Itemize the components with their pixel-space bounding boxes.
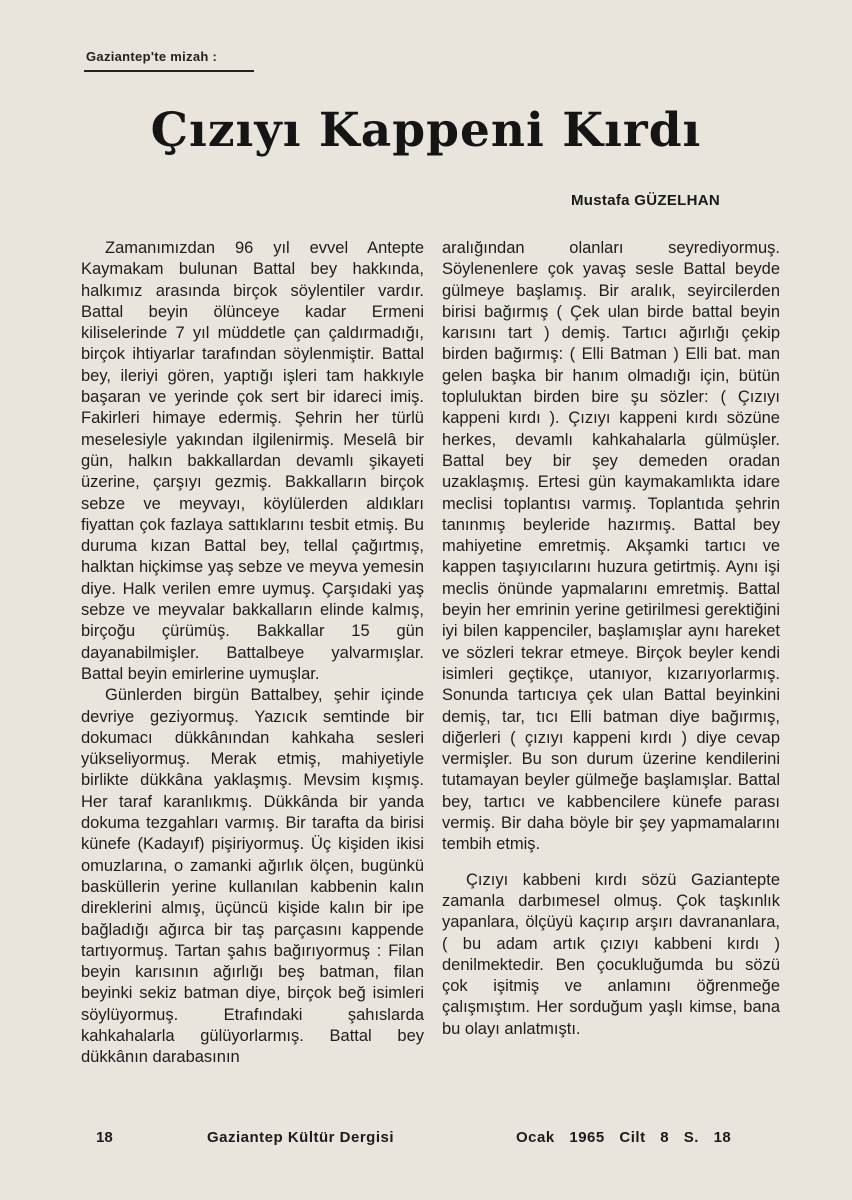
paragraph: Çızıyı kabbeni kırdı sözü Gaziantepte zamanla darbımesel olmuş. Çok taşkınlık yapanlara, ölçüyü kaçırıp arşırı davrananlara, ( bu adam artık çızıyı kabbeni kırdı ) denilmektedir. Ben çocukluğumda bu sözü çok işitmiş ve anlamını öğrenmeğe çalışmıştım. Her sorduğum yaşlı kimse, bana bu olayı anlatmıştı. [442,870,780,1038]
journal-name: Gaziantep Kültür Dergisi [207,1129,395,1146]
section-label: Gaziantep'te mizah : [86,49,218,64]
right-column [442,238,780,1098]
article-title: Çızıyı Kappeni Kırdı [150,103,702,158]
paragraph: Zamanımızdan 96 yıl evvel Antepte Kaymakam bulunan Battal bey hakkında, halkımız arasında birçok söylentiler vardır. Battal beyin ölünceye kadar Ermeni kiliselerinde 7 yıl müddetle çan çaldırmadığı, birçok ihtiyarlar tarafından söylenmiştir. Battal bey, ileriyi gören, yaptığı işleri tam hakkıyle başaran ve yerinde çok sert bir idareci imiş. Fakirleri himaye edermiş. Şehrin her türlü meselesiyle yakından ilgilenirmiş. Meselâ bir gün, halkın bakkallardan devamlı şikayeti üzerine, çarşıyı gezmiş. Bakkalların birçok sebze ve meyvayı, köylülerden aldıkları fiyattan çok fazlaya sattıklarını tesbit etmiş. Bu duruma kızan Battal bey, tellal çağırtmış, halktan hiçkimse yaş sebze ve meyva yemesin diye. Halk verilen emre uymuş. Çarşıdaki yaş sebze ve meyvalar bakkalların elinde kalmış, birçoğu çürümüş. Bakkallar 15 gün dayanabilmişler. Battalbeye yalvarmışlar. Battal beyin emirlerine uymuşlar. [81,239,424,683]
page-number: 18 [96,1129,113,1146]
left-column [81,238,424,1098]
issue-info: Ocak 1965 Cilt 8 S. 18 [516,1129,732,1146]
section-rule [84,70,254,72]
paragraph: Günlerden birgün Battalbey, şehir içinde devriye geziyormuş. Yazıcık semtinde bir dokumacı dükkânından kahkaha sesleri yükseliyormuş. Merak etmiş, mahiyetiyle birlikte dükkâna yaklaşmış. Mevsim kışmış. Her taraf karanlıkmış. Dükkânda bir yanda dokuma tezgahları varmış. Bir tarafta da birisi künefe (Kadayıf) pişiriyormuş. Üç kişiden ikisi omuzlarına, o zamanki ağırlık ölçen, bugünkü basküllerin yerine kullanılan kabbenin kalın direklerini almış, üçüncü kişide kalın bir ipe bağladığı ağırca bir taş parçasını kappende tartıyormuş. Tartan şahıs bağırıyormuş : Filan beyin karısının ağırlığı beş batman, filan beyinki sekiz batman diye, birçok beğ isimleri söylüyormuş. Etrafındaki şahıslarda kahkahalarla gülüyorlarmış. Battal bey dükkânın darabasının [81,686,424,1067]
author-name: Mustafa GÜZELHAN [571,192,720,209]
paragraph: aralığından olanları seyrediyormuş. Söylenenlere çok yavaş sesle Battal beyde gülmeye başlamış. Bir aralık, seyircilerden birisi bağırmış ( Çek ulan birde battal beyin karısını tart ) demiş. Tartıcı ağırlığı çekip birden bağırmış: ( Elli Batman ) Elli bat. man gelen başka bir hanım olmadığı için, bütün topluluktan birden bire şu sözler: ( Çızıyı kappeni kırdı ). Çızıyı kappeni kırdı sözüne herkes, devamlı kahkahalarla gülmüşler. Battal bey bir şey demeden oradan uzaklaşmış. Ertesi gün kaymakamlıkta idare meclisi toplantısı varmış. Toplantıda şehrin tanınmış beyleride hazırmış. Battal bey mahiyetine emretmiş. Akşamki tartıcı ve kappen taşıyıcılarını huzura getirtmiş. Aynı işi meclis önünde yapmalarını emretmiş. Battal beyin her emrinin yerine getirilmesi gerektiğini iyi bilen kappenciler, başlamışlar aynı hareket ve sözleri tekrar etmeye. Birçok beyler kendi isimleri geçtikçe, utanıyor, kızarıyorlarmış. Sonunda tartıcıya çek ulan Battal beyinkini demiş, tar, tıcı Elli batman diye bağırmış, diğerleri ( çızıyı kappeni kırdı ) diye cevap vermişler. Bu son durum üzerine kendilerini tutamayan beyler gülmeğe başlamışlar. Battal bey, tartıcı ve kabbencilere künefe parası vermiş. Bir daha böyle bir şey yapmamalarını tembih etmiş. [442,239,780,854]
